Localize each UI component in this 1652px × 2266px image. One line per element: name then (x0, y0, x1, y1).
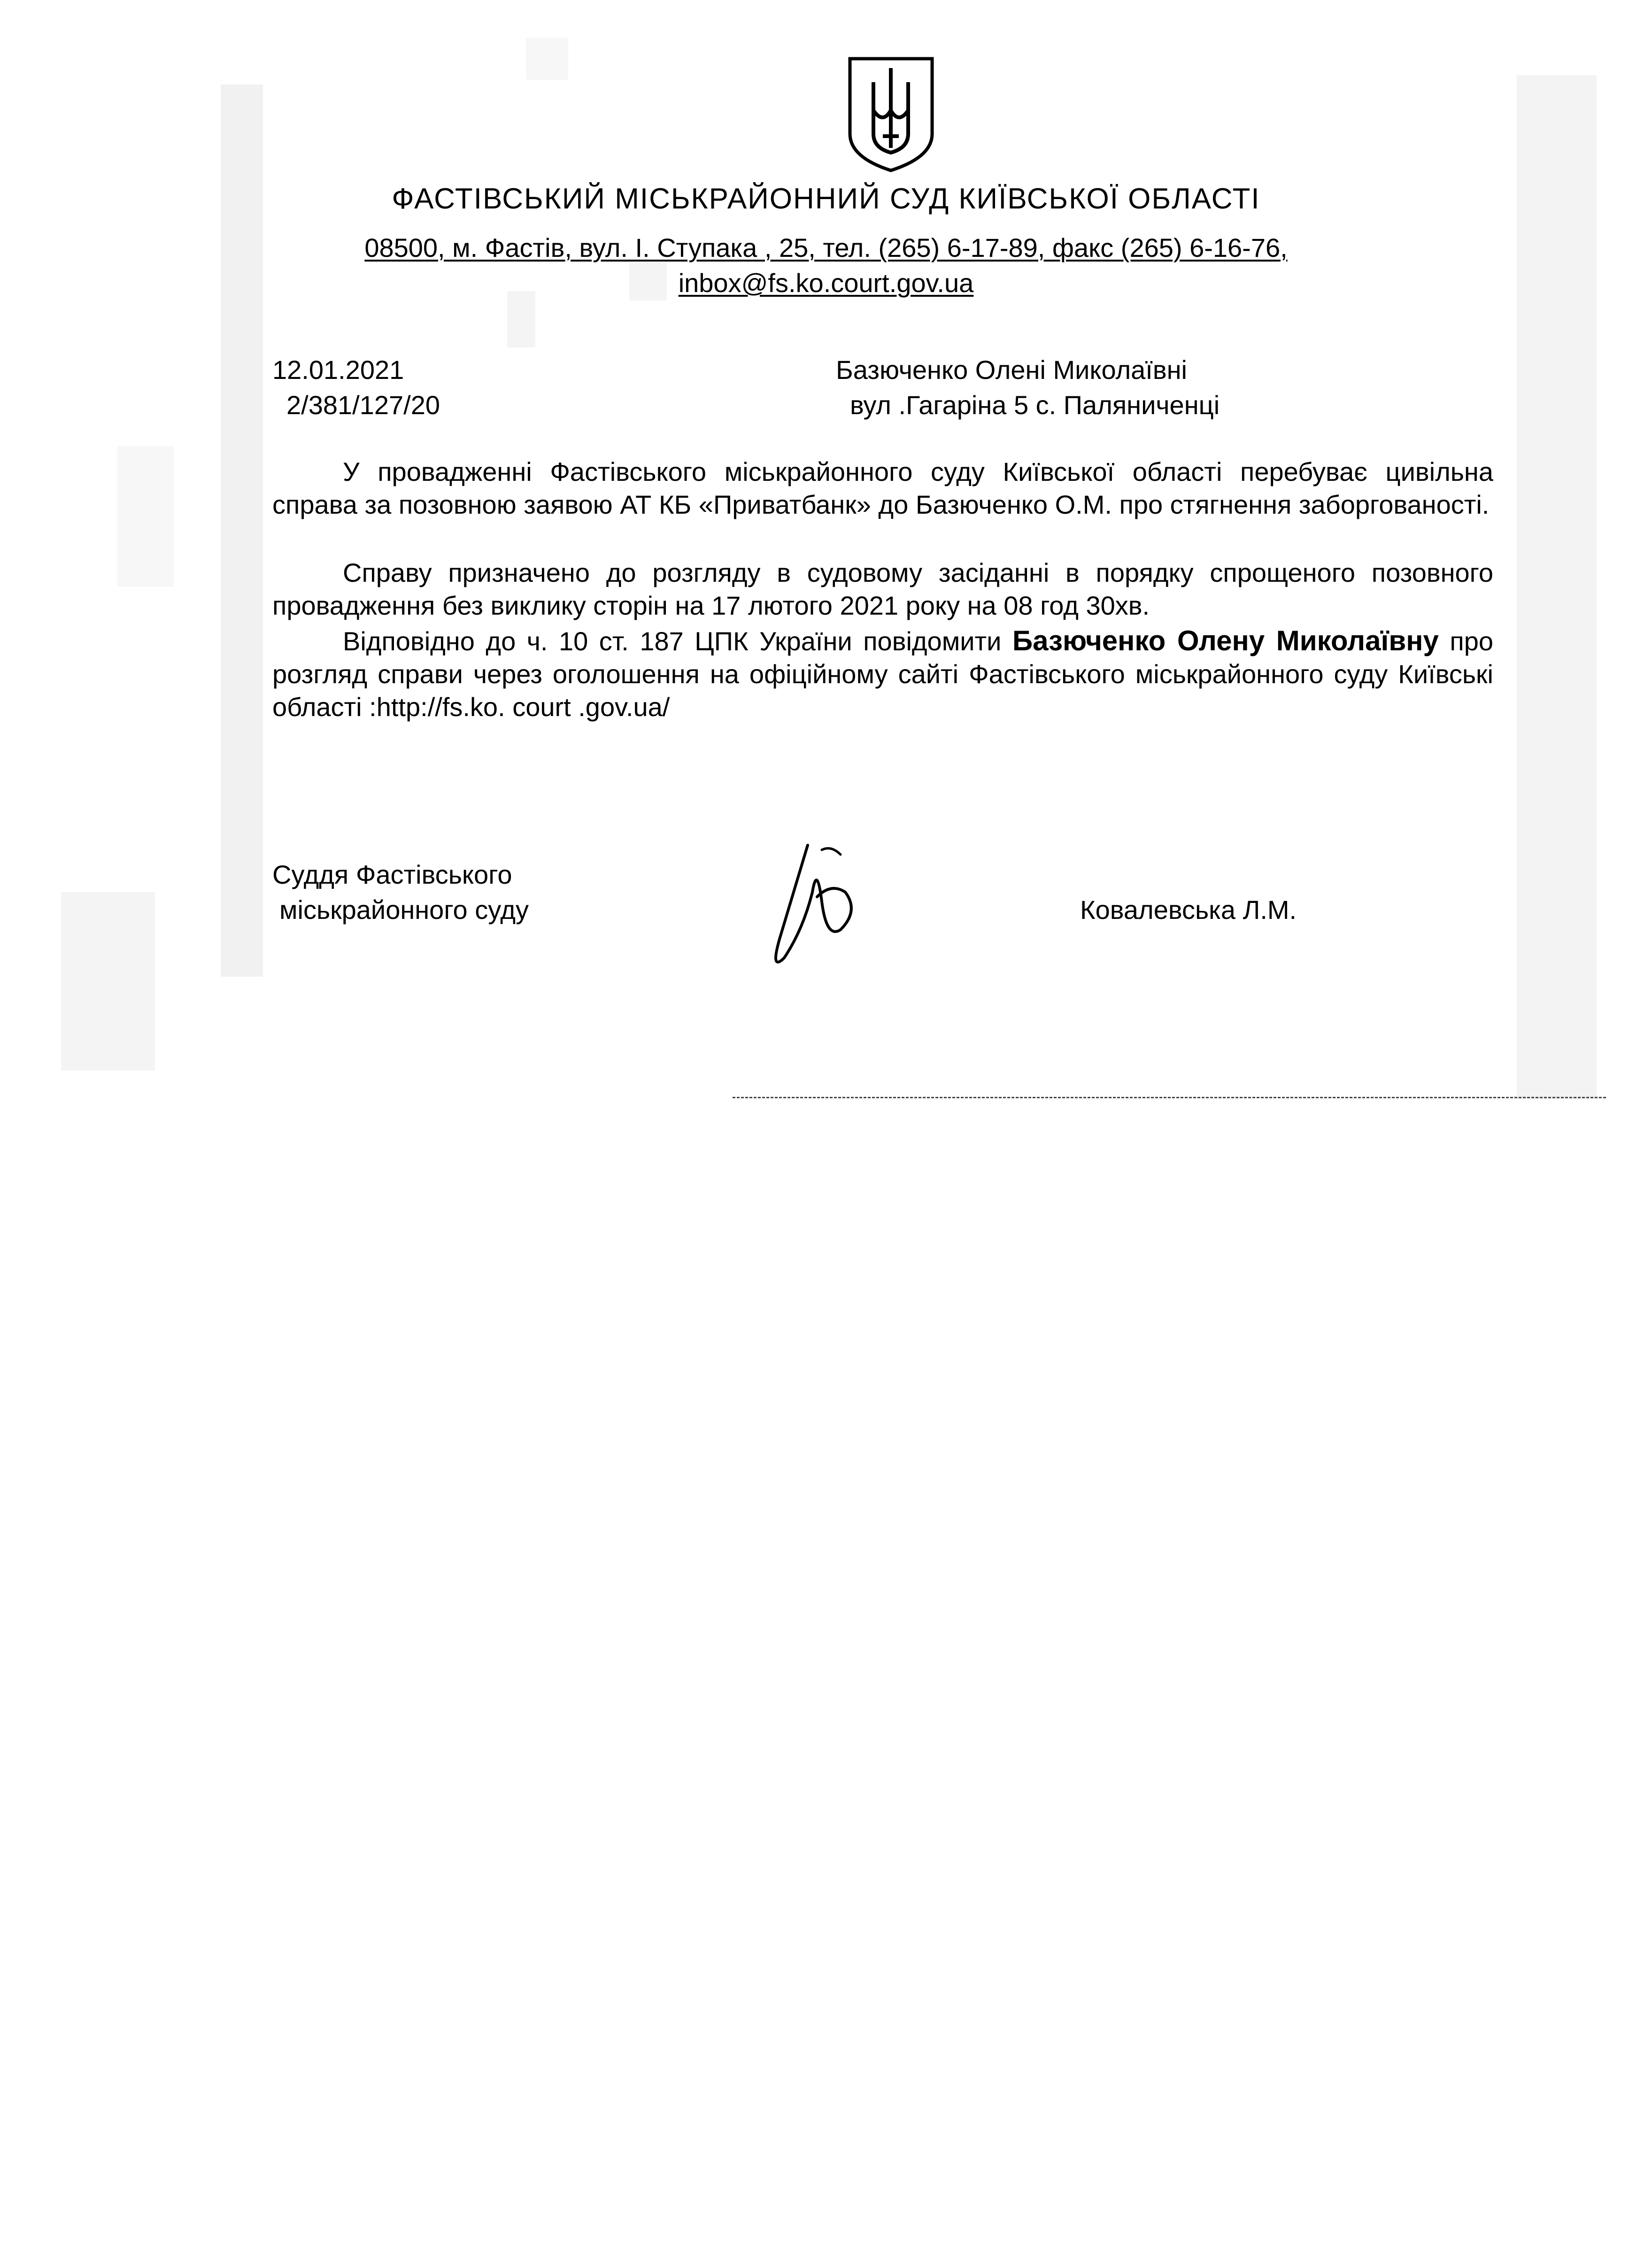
recipient-name: Базюченко Олені Миколаївні (836, 355, 1187, 385)
court-email-link[interactable]: inbox@fs.ko.court.gov.ua (678, 268, 974, 298)
case-number: 2/381/127/20 (286, 390, 440, 420)
recipient-address: вул .Гагаріна 5 с. Паляниченці (850, 390, 1220, 420)
body-paragraph-3 (272, 624, 1493, 724)
court-address: 08500, м. Фастів, вул. І. Ступака , 25, тел. (265) 6-17-89, факс (265) 6-16-76, (364, 233, 1288, 262)
judge-name: Ковалевська Л.М. (1080, 895, 1297, 925)
signer-title-line-1: Суддя Фастівського (272, 860, 512, 889)
paragraph-3-start: Відповідно до ч. 10 ст. 187 ЦПК України повідомити (343, 626, 1002, 656)
paragraph-3-end: про розгляд справи через оголошення на офіційному сайті Фастівського міськрайонного суду Київські області :http://fs.ko. court .gov.ua/ (272, 626, 1494, 722)
coat-of-arms-icon (845, 54, 937, 174)
defendant-name-bold: Базюченко Олену Миколаївну (1012, 625, 1439, 656)
body-paragraph-2: Справу призначено до розгляду в судовому засіданні в порядку спрощеного позовного провадження без виклику сторін на 17 лютого 2021 року на 08 год 30хв. (272, 558, 1493, 620)
signer-title-line-2: міськрайонного суду (279, 895, 529, 925)
letter-date: 12.01.2021 (272, 355, 404, 385)
bottom-divider (733, 1097, 1606, 1098)
court-name: ФАСТІВСЬКИЙ МІСЬКРАЙОННИЙ СУД КИЇВСЬКОЇ ОБЛАСТІ (392, 183, 1260, 215)
handwritten-signature-icon (751, 836, 873, 977)
body-paragraph-1: У провадженні Фастівського міськрайонного суду Київської області перебуває цивільна справа за позовною заявою АТ КБ «Приватбанк» до Базюченко О.М. про стягнення заборгованості. (272, 457, 1493, 519)
